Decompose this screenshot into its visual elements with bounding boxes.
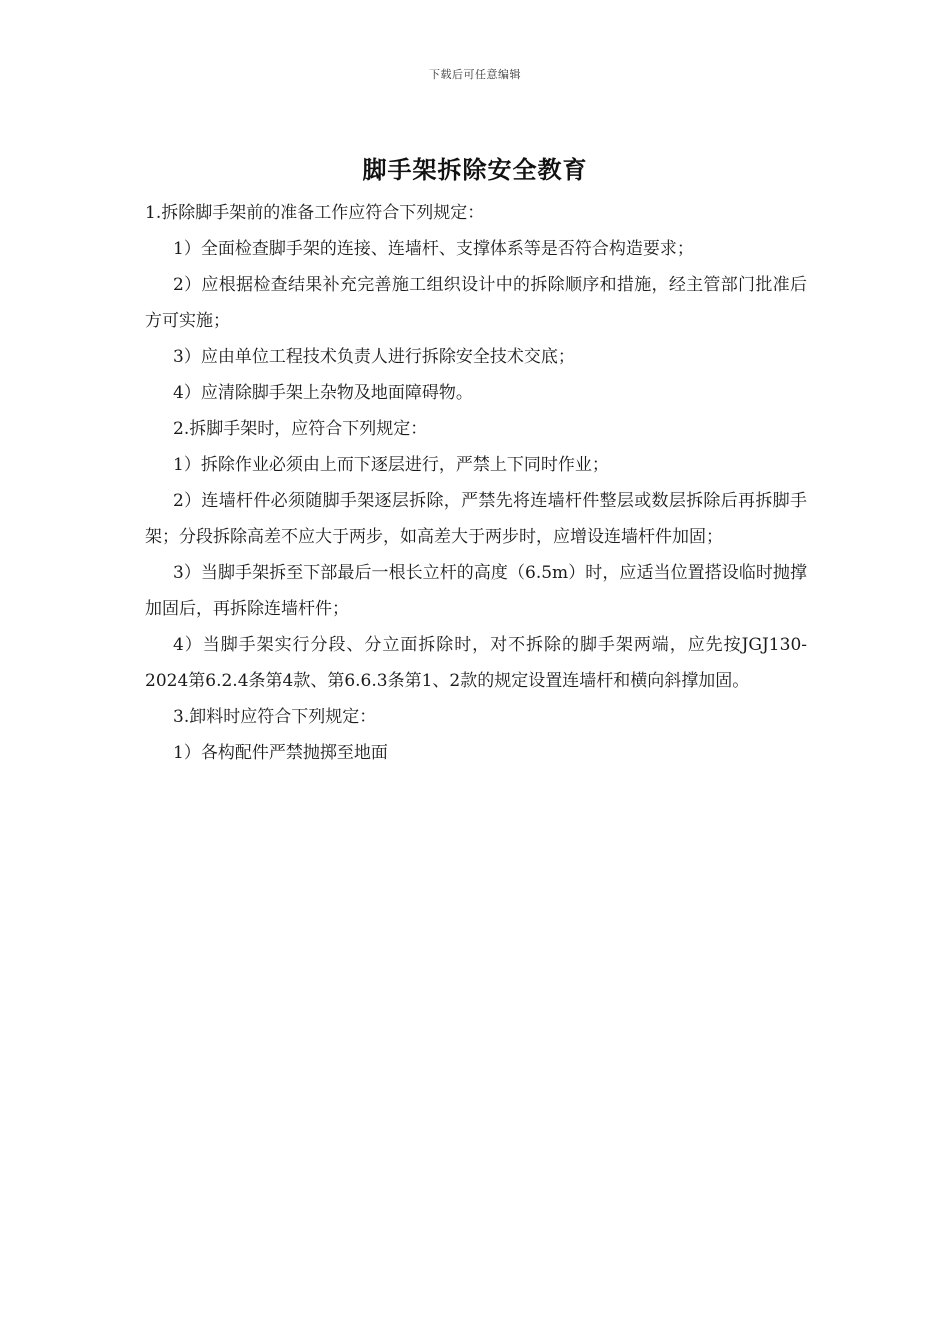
paragraph: 2）连墙杆件必须随脚手架逐层拆除，严禁先将连墙杆件整层或数层拆除后再拆脚手架；分段拆除高差不应大于两步，如高差大于两步时，应增设连墙杆件加固；	[145, 491, 807, 547]
paragraph: 1）各构配件严禁抛掷至地面	[173, 743, 388, 763]
paragraph: 3）当脚手架拆至下部最后一根长立杆的高度（6.5m）时，应适当位置搭设临时抛撑加固后，再拆除连墙杆件；	[145, 563, 807, 619]
paragraph: 1.拆除脚手架前的准备工作应符合下列规定：	[145, 203, 485, 223]
header-note: 下载后可任意编辑	[429, 68, 521, 81]
paragraph: 1）拆除作业必须由上而下逐层进行，严禁上下同时作业；	[173, 455, 609, 475]
paragraph: 1）全面检查脚手架的连接、连墙杆、支撑体系等是否符合构造要求；	[173, 239, 694, 259]
paragraph: 2）应根据检查结果补充完善施工组织设计中的拆除顺序和措施，经主管部门批准后方可实施；	[145, 275, 807, 331]
paragraph: 3）应由单位工程技术负责人进行拆除安全技术交底；	[173, 347, 575, 367]
document-title: 脚手架拆除安全教育	[362, 156, 588, 184]
paragraph: 4）当脚手架实行分段、分立面拆除时，对不拆除的脚手架两端，应先按JGJ130-2024第6.2.4条第4款、第6.6.3条第1、2款的规定设置连墙杆和横向斜撑加固。	[145, 635, 807, 691]
paragraph: 3.卸料时应符合下列规定：	[173, 707, 377, 727]
document-body	[145, 195, 807, 771]
paragraph: 4）应清除脚手架上杂物及地面障碍物。	[173, 383, 473, 403]
paragraph: 2.拆脚手架时，应符合下列规定：	[173, 419, 428, 439]
